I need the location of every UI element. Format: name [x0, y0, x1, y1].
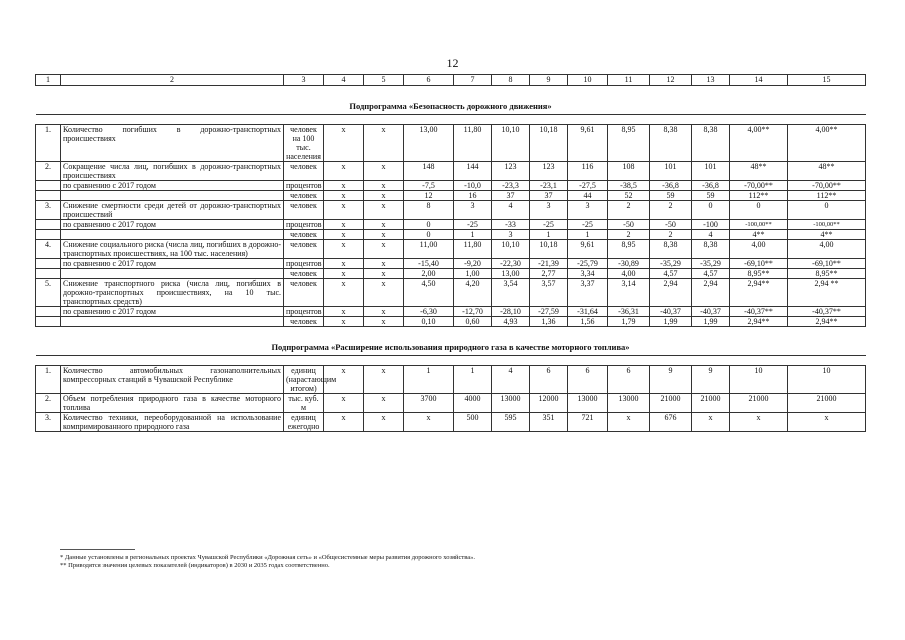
value-cell: 1,00	[454, 269, 492, 279]
value-cell: 351	[530, 413, 568, 432]
section-title: Подпрограмма «Безопасность дорожного движения»	[36, 86, 866, 115]
value-cell: 123	[530, 162, 568, 181]
indicator-name: по сравнению с 2017 годом	[61, 259, 284, 269]
value-cell: x	[324, 279, 364, 307]
value-cell: x	[364, 317, 404, 327]
value-cell: 21000	[692, 394, 730, 413]
value-cell: 4,00	[788, 240, 866, 259]
indicator-name: Снижение смертности среди детей от дорожно-транспортных происшествий	[61, 201, 284, 220]
unit-cell: человек	[284, 201, 324, 220]
value-cell: x	[324, 259, 364, 269]
value-cell: x	[364, 162, 404, 181]
value-cell: 500	[454, 413, 492, 432]
value-cell: 101	[692, 162, 730, 181]
value-cell: 48**	[730, 162, 788, 181]
value-cell	[36, 269, 61, 279]
value-cell: 11,80	[454, 240, 492, 259]
unit-cell: человек	[284, 317, 324, 327]
value-cell: 8	[404, 201, 454, 220]
value-cell: 1,56	[568, 317, 608, 327]
value-cell: 112**	[788, 191, 866, 201]
value-cell: 144	[454, 162, 492, 181]
value-cell: 6	[568, 366, 608, 394]
value-cell: 13,00	[404, 125, 454, 162]
value-cell: 10,10	[492, 125, 530, 162]
value-cell: 3	[568, 201, 608, 220]
table-row	[36, 125, 866, 162]
header-cell: 10	[568, 75, 608, 86]
value-cell: 0	[404, 220, 454, 230]
value-cell: -50	[650, 220, 692, 230]
header-cell: 4	[324, 75, 364, 86]
value-cell: 1	[454, 366, 492, 394]
indicator-name	[61, 191, 284, 201]
indicator-name	[61, 317, 284, 327]
value-cell: 3,14	[608, 279, 650, 307]
value-cell: 1	[454, 230, 492, 240]
value-cell: 2,94**	[730, 317, 788, 327]
value-cell: 2,94	[650, 279, 692, 307]
section-title-row	[36, 327, 866, 356]
value-cell: 2,94 **	[788, 279, 866, 307]
unit-cell: процентов	[284, 307, 324, 317]
unit-cell: единиц ежегодно	[284, 413, 324, 432]
header-cell: 3	[284, 75, 324, 86]
header-cell: 8	[492, 75, 530, 86]
header-cell: 2	[61, 75, 284, 86]
value-cell: x	[324, 220, 364, 230]
value-cell: x	[324, 317, 364, 327]
value-cell: -9,20	[454, 259, 492, 269]
value-cell: 16	[454, 191, 492, 201]
value-cell: 4	[492, 366, 530, 394]
value-cell: 101	[650, 162, 692, 181]
value-cell: 21000	[730, 394, 788, 413]
unit-cell: человек	[284, 162, 324, 181]
value-cell: 4	[492, 201, 530, 220]
value-cell: x	[364, 230, 404, 240]
value-cell: 9,61	[568, 240, 608, 259]
value-cell: 4,57	[650, 269, 692, 279]
value-cell: 0	[730, 201, 788, 220]
value-cell: 10,18	[530, 125, 568, 162]
value-cell: x	[324, 413, 364, 432]
value-cell: 4,00	[730, 240, 788, 259]
value-cell: -69,10**	[730, 259, 788, 269]
value-cell: x	[788, 413, 866, 432]
footnote-rule	[60, 549, 135, 550]
value-cell: -40,37**	[730, 307, 788, 317]
table-row	[36, 191, 866, 201]
unit-cell: человек	[284, 230, 324, 240]
value-cell: 4,00**	[788, 125, 866, 162]
value-cell: 108	[608, 162, 650, 181]
spacer-cell	[36, 356, 866, 366]
unit-cell: человек на 100 тыс. населения	[284, 125, 324, 162]
value-cell: 4,20	[454, 279, 492, 307]
value-cell: x	[730, 413, 788, 432]
value-cell: x	[364, 201, 404, 220]
spacer-row	[36, 115, 866, 125]
value-cell: 0	[404, 230, 454, 240]
value-cell: 21000	[650, 394, 692, 413]
value-cell: 9	[650, 366, 692, 394]
value-cell: 123	[492, 162, 530, 181]
value-cell: -40,37	[650, 307, 692, 317]
value-cell: 2	[608, 201, 650, 220]
table-row	[36, 413, 866, 432]
value-cell: 4,57	[692, 269, 730, 279]
value-cell: 13000	[568, 394, 608, 413]
header-cell: 15	[788, 75, 866, 86]
value-cell: x	[364, 279, 404, 307]
value-cell: x	[324, 181, 364, 191]
value-cell: x	[364, 191, 404, 201]
value-cell: 4.	[36, 240, 61, 259]
unit-cell: процентов	[284, 259, 324, 269]
value-cell: 595	[492, 413, 530, 432]
value-cell: 3,54	[492, 279, 530, 307]
value-cell	[36, 230, 61, 240]
value-cell: x	[608, 413, 650, 432]
value-cell: x	[324, 240, 364, 259]
value-cell: -27,5	[568, 181, 608, 191]
value-cell: 1,79	[608, 317, 650, 327]
table-row	[36, 181, 866, 191]
value-cell	[36, 181, 61, 191]
value-cell	[36, 317, 61, 327]
value-cell: 3	[492, 230, 530, 240]
section-title-row	[36, 86, 866, 115]
value-cell: x	[364, 220, 404, 230]
indicator-name: Количество автомобильных газонаполнительных компрессорных станций в Чувашской Республике	[61, 366, 284, 394]
value-cell: 9	[692, 366, 730, 394]
value-cell: 4,93	[492, 317, 530, 327]
unit-cell: тыс. куб. м	[284, 394, 324, 413]
unit-cell: человек	[284, 191, 324, 201]
value-cell: 10	[788, 366, 866, 394]
value-cell: x	[324, 307, 364, 317]
value-cell: 8,38	[692, 240, 730, 259]
value-cell: 1,99	[692, 317, 730, 327]
footnote-1: * Данные установлены в региональных проектах Чувашской Республики «Дорожная сеть» и «Общесистемные меры развития дорожного хозяйства».	[60, 554, 475, 561]
value-cell: 13,00	[492, 269, 530, 279]
value-cell: 13000	[492, 394, 530, 413]
table-row	[36, 220, 866, 230]
value-cell: 12000	[530, 394, 568, 413]
value-cell: -15,40	[404, 259, 454, 269]
value-cell: -25	[568, 220, 608, 230]
value-cell: -36,31	[608, 307, 650, 317]
value-cell: 52	[608, 191, 650, 201]
value-cell: 2.	[36, 162, 61, 181]
table-row	[36, 279, 866, 307]
value-cell: -35,29	[692, 259, 730, 269]
spacer-row	[36, 356, 866, 366]
value-cell: 0,60	[454, 317, 492, 327]
table-row	[36, 240, 866, 259]
value-cell: 4,00	[608, 269, 650, 279]
value-cell: 9,61	[568, 125, 608, 162]
table-row	[36, 201, 866, 220]
value-cell: x	[364, 125, 404, 162]
indicator-name	[61, 230, 284, 240]
value-cell: -100,00**	[730, 220, 788, 230]
value-cell: 1	[568, 230, 608, 240]
value-cell: -6,30	[404, 307, 454, 317]
value-cell: 1	[404, 366, 454, 394]
value-cell: 1	[530, 230, 568, 240]
value-cell: -30,89	[608, 259, 650, 269]
value-cell: -100	[692, 220, 730, 230]
table-row	[36, 259, 866, 269]
value-cell: -31,64	[568, 307, 608, 317]
header-cell: 13	[692, 75, 730, 86]
spacer-cell	[36, 115, 866, 125]
value-cell: 3,57	[530, 279, 568, 307]
value-cell: 3700	[404, 394, 454, 413]
value-cell: 0	[788, 201, 866, 220]
indicator-name: Объем потребления природного газа в качестве моторного топлива	[61, 394, 284, 413]
value-cell: 3	[454, 201, 492, 220]
value-cell: -50	[608, 220, 650, 230]
value-cell: x	[364, 413, 404, 432]
value-cell: 59	[692, 191, 730, 201]
value-cell: 4	[692, 230, 730, 240]
value-cell: 3.	[36, 201, 61, 220]
value-cell: 2,94**	[730, 279, 788, 307]
value-cell: x	[324, 201, 364, 220]
value-cell: x	[324, 366, 364, 394]
value-cell: -36,8	[650, 181, 692, 191]
value-cell	[36, 220, 61, 230]
value-cell: x	[324, 230, 364, 240]
value-cell: 5.	[36, 279, 61, 307]
table-row	[36, 162, 866, 181]
value-cell: x	[324, 125, 364, 162]
unit-cell: процентов	[284, 181, 324, 191]
header-cell: 5	[364, 75, 404, 86]
value-cell: -40,37	[692, 307, 730, 317]
value-cell: 21000	[788, 394, 866, 413]
unit-cell: человек	[284, 269, 324, 279]
value-cell: -21,39	[530, 259, 568, 269]
value-cell: 4,00**	[730, 125, 788, 162]
value-cell: 10	[730, 366, 788, 394]
value-cell	[36, 191, 61, 201]
value-cell	[36, 259, 61, 269]
table-row	[36, 307, 866, 317]
unit-cell: человек	[284, 279, 324, 307]
value-cell: x	[324, 269, 364, 279]
value-cell: 10,18	[530, 240, 568, 259]
value-cell: -28,10	[492, 307, 530, 317]
value-cell: 721	[568, 413, 608, 432]
value-cell: -12,70	[454, 307, 492, 317]
value-cell: 2,94**	[788, 317, 866, 327]
value-cell: x	[364, 307, 404, 317]
value-cell: x	[324, 191, 364, 201]
value-cell: -7,5	[404, 181, 454, 191]
value-cell: -10,0	[454, 181, 492, 191]
value-cell: 4**	[788, 230, 866, 240]
value-cell: 3	[530, 201, 568, 220]
value-cell: x	[364, 259, 404, 269]
value-cell: 0,10	[404, 317, 454, 327]
value-cell: 6	[530, 366, 568, 394]
indicator-name: Снижение транспортного риска (числа лиц, погибших в дорожно-транспортных происшествиях, на 10 тыс. транспортных средств)	[61, 279, 284, 307]
value-cell: x	[404, 413, 454, 432]
value-cell: 8,95	[608, 240, 650, 259]
indicator-name: Снижение социального риска (числа лиц, погибших в дорожно-транспортных происшествиях, на 100 тыс. населения)	[61, 240, 284, 259]
value-cell: 11,80	[454, 125, 492, 162]
value-cell: 37	[530, 191, 568, 201]
value-cell: -22,30	[492, 259, 530, 269]
value-cell: 10,10	[492, 240, 530, 259]
indicator-name: Сокращение числа лиц, погибших в дорожно-транспортных происшествиях	[61, 162, 284, 181]
unit-cell: процентов	[284, 220, 324, 230]
header-cell: 14	[730, 75, 788, 86]
value-cell: 59	[650, 191, 692, 201]
value-cell: 2	[650, 201, 692, 220]
indicator-name: по сравнению с 2017 годом	[61, 181, 284, 191]
value-cell: 8,95**	[788, 269, 866, 279]
value-cell: 8,38	[650, 240, 692, 259]
value-cell: 37	[492, 191, 530, 201]
value-cell: -27,59	[530, 307, 568, 317]
value-cell: x	[324, 394, 364, 413]
value-cell: 8,38	[650, 125, 692, 162]
value-cell: 8,38	[692, 125, 730, 162]
value-cell: x	[692, 413, 730, 432]
value-cell: 1.	[36, 366, 61, 394]
value-cell: 116	[568, 162, 608, 181]
footnote-2: ** Приводятся значения целевых показателей (индикаторов) в 2030 и 2035 годах соответственно.	[60, 562, 330, 569]
value-cell: 676	[650, 413, 692, 432]
value-cell: 3.	[36, 413, 61, 432]
value-cell: -69,10**	[788, 259, 866, 269]
header-cell: 12	[650, 75, 692, 86]
header-row	[36, 75, 866, 86]
value-cell: x	[364, 181, 404, 191]
table-row	[36, 230, 866, 240]
header-cell: 6	[404, 75, 454, 86]
value-cell: 4000	[454, 394, 492, 413]
value-cell: -70,00**	[788, 181, 866, 191]
value-cell: -38,5	[608, 181, 650, 191]
table-row	[36, 366, 866, 394]
value-cell: x	[324, 162, 364, 181]
value-cell	[36, 307, 61, 317]
table-row	[36, 317, 866, 327]
value-cell: 1.	[36, 125, 61, 162]
value-cell: -23,3	[492, 181, 530, 191]
value-cell: -36,8	[692, 181, 730, 191]
value-cell: 48**	[788, 162, 866, 181]
value-cell: 3,34	[568, 269, 608, 279]
value-cell: 13000	[608, 394, 650, 413]
value-cell: 2	[650, 230, 692, 240]
value-cell: 44	[568, 191, 608, 201]
indicator-name: по сравнению с 2017 годом	[61, 307, 284, 317]
table-row	[36, 269, 866, 279]
value-cell: -23,1	[530, 181, 568, 191]
footnotes	[60, 549, 860, 570]
value-cell: x	[364, 394, 404, 413]
section-title: Подпрограмма «Расширение использования природного газа в качестве моторного топлива»	[36, 327, 866, 356]
value-cell: x	[364, 240, 404, 259]
value-cell: 2.	[36, 394, 61, 413]
value-cell: 2,94	[692, 279, 730, 307]
value-cell: x	[364, 269, 404, 279]
value-cell: 11,00	[404, 240, 454, 259]
value-cell: 1,36	[530, 317, 568, 327]
value-cell: -25,79	[568, 259, 608, 269]
value-cell: 2,77	[530, 269, 568, 279]
value-cell: 112**	[730, 191, 788, 201]
value-cell: x	[364, 366, 404, 394]
page-number: 12	[446, 56, 459, 70]
value-cell: -25	[454, 220, 492, 230]
indicators-table	[35, 74, 866, 432]
header-cell: 9	[530, 75, 568, 86]
unit-cell: единиц (нарастающим итогом)	[284, 366, 324, 394]
value-cell: 6	[608, 366, 650, 394]
value-cell: 2	[608, 230, 650, 240]
unit-cell: человек	[284, 240, 324, 259]
indicator-name: по сравнению с 2017 годом	[61, 220, 284, 230]
value-cell: 0	[692, 201, 730, 220]
value-cell: 4**	[730, 230, 788, 240]
value-cell: -70,00**	[730, 181, 788, 191]
value-cell: -40,37**	[788, 307, 866, 317]
indicator-name: Количество техники, переоборудованной на использование компримированного природного газа	[61, 413, 284, 432]
value-cell: 4,50	[404, 279, 454, 307]
value-cell: 1,99	[650, 317, 692, 327]
value-cell: 8,95**	[730, 269, 788, 279]
value-cell: -100,00**	[788, 220, 866, 230]
value-cell: -25	[530, 220, 568, 230]
value-cell: 2,00	[404, 269, 454, 279]
table-row	[36, 394, 866, 413]
header-cell: 11	[608, 75, 650, 86]
value-cell: -33	[492, 220, 530, 230]
indicator-name	[61, 269, 284, 279]
value-cell: 12	[404, 191, 454, 201]
value-cell: 148	[404, 162, 454, 181]
value-cell: -35,29	[650, 259, 692, 269]
indicator-name: Количество погибших в дорожно-транспортных происшествиях	[61, 125, 284, 162]
value-cell: 8,95	[608, 125, 650, 162]
value-cell: 3,37	[568, 279, 608, 307]
header-cell: 7	[454, 75, 492, 86]
header-cell: 1	[36, 75, 61, 86]
